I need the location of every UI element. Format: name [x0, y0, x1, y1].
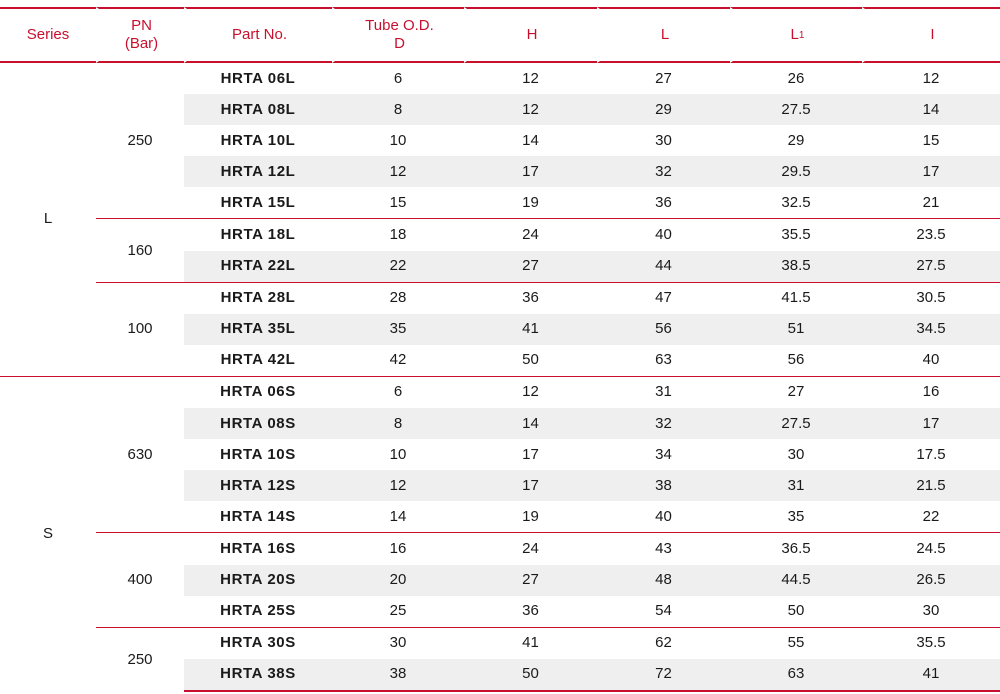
h-cell: 17 — [464, 156, 597, 187]
pn-cell: 250 — [96, 63, 184, 218]
i-cell: 41 — [862, 659, 1000, 692]
i-cell: 17.5 — [916, 445, 946, 463]
h-cell: 50 — [522, 351, 539, 369]
l-cell: 31 — [597, 376, 730, 408]
h-cell: 36 — [522, 602, 539, 620]
header-pn-unit: (Bar) — [124, 35, 159, 52]
i-cell: 30 — [922, 602, 940, 620]
i-cell: 35.5 — [862, 627, 1000, 659]
tube-od-cell: 10 — [389, 131, 407, 149]
l-cell: 43 — [597, 532, 730, 564]
header-i: I — [862, 7, 1000, 63]
table-row — [0, 376, 1000, 408]
l1-cell: 55 — [730, 627, 862, 659]
l1-cell: 44.5 — [730, 565, 862, 596]
header-l: L — [597, 7, 730, 63]
l1-cell: 38.5 — [730, 251, 862, 282]
i-cell: 14 — [862, 94, 1000, 125]
h-cell: 17 — [464, 470, 597, 501]
i-cell: 21 — [922, 193, 940, 211]
l1-cell: 35 — [787, 507, 805, 525]
part-no-cell: HRTA 08S — [184, 408, 332, 439]
part-no-cell: HRTA 30S — [184, 627, 332, 659]
h-cell: 19 — [522, 507, 539, 525]
h-cell: 12 — [522, 69, 539, 87]
l-cell: 34 — [655, 445, 672, 463]
header-h: H — [464, 7, 597, 63]
l-cell: 44 — [597, 251, 730, 282]
l1-cell: 30 — [787, 445, 805, 463]
h-cell: 36 — [464, 282, 597, 314]
tube-od-cell: 18 — [332, 218, 464, 250]
header-pn — [96, 7, 184, 63]
part-no-cell: HRTA 22L — [184, 251, 332, 282]
tube-od-cell: 35 — [332, 314, 464, 345]
pn-cell: 100 — [96, 282, 184, 376]
tube-od-cell: 30 — [332, 627, 464, 659]
i-cell: 22 — [922, 507, 940, 525]
h-cell: 24 — [464, 532, 597, 564]
l1-cell: 32.5 — [781, 193, 811, 211]
h-cell: 12 — [464, 376, 597, 408]
header-pn-label: PN — [131, 17, 152, 34]
part-no-cell: HRTA 12S — [184, 470, 332, 501]
l-cell: 47 — [597, 282, 730, 314]
tube-od-cell: 28 — [332, 282, 464, 314]
part-no-cell: HRTA 25S — [220, 602, 296, 620]
tube-od-cell: 22 — [332, 251, 464, 282]
l1-cell: 31 — [730, 470, 862, 501]
l-cell: 63 — [655, 351, 672, 369]
i-cell: 40 — [922, 351, 940, 369]
i-cell: 34.5 — [862, 314, 1000, 345]
l-cell: 40 — [655, 507, 672, 525]
h-cell: 41 — [464, 314, 597, 345]
i-cell: 26.5 — [862, 565, 1000, 596]
tube-od-cell: 42 — [389, 351, 407, 369]
i-cell: 21.5 — [862, 470, 1000, 501]
pn-cell: 250 — [96, 627, 184, 692]
part-no-cell: HRTA 15L — [220, 193, 296, 211]
part-no-cell: HRTA 10L — [220, 131, 296, 149]
part-no-cell: HRTA 28L — [184, 282, 332, 314]
tube-od-cell: 38 — [332, 659, 464, 692]
pn-cell: 160 — [96, 218, 184, 281]
l-cell: 72 — [597, 659, 730, 692]
table-row — [0, 532, 1000, 564]
l1-cell: 63 — [730, 659, 862, 692]
header-tube-od-symbol: D — [394, 35, 405, 52]
h-cell: 24 — [464, 218, 597, 250]
h-cell: 27 — [464, 565, 597, 596]
h-cell: 14 — [464, 408, 597, 439]
i-cell: 24.5 — [862, 532, 1000, 564]
tube-od-cell: 12 — [332, 156, 464, 187]
l-cell: 62 — [597, 627, 730, 659]
i-cell: 17 — [862, 408, 1000, 439]
series-cell: L — [0, 63, 96, 376]
l1-cell: 27.5 — [730, 408, 862, 439]
tube-od-cell: 15 — [389, 193, 407, 211]
i-cell: 23.5 — [862, 218, 1000, 250]
h-cell: 19 — [522, 193, 539, 211]
part-no-cell: HRTA 06L — [220, 69, 296, 87]
tube-od-cell: 20 — [332, 565, 464, 596]
l-cell: 56 — [597, 314, 730, 345]
l1-cell: 26 — [787, 69, 805, 87]
l-cell: 40 — [597, 218, 730, 250]
l-cell: 54 — [655, 602, 672, 620]
h-cell: 50 — [464, 659, 597, 692]
l1-cell: 50 — [787, 602, 805, 620]
l-cell: 48 — [597, 565, 730, 596]
pn-cell: 400 — [96, 532, 184, 626]
l1-cell: 56 — [787, 351, 805, 369]
tube-od-cell: 6 — [332, 376, 464, 408]
part-no-cell: HRTA 35L — [184, 314, 332, 345]
part-no-cell: HRTA 12L — [184, 156, 332, 187]
part-no-cell: HRTA 42L — [220, 351, 296, 369]
table-row — [0, 627, 1000, 659]
header-l1 — [730, 7, 862, 63]
h-cell: 41 — [464, 627, 597, 659]
l1-cell: 29.5 — [730, 156, 862, 187]
tube-od-cell: 14 — [389, 507, 407, 525]
series-cell: S — [0, 376, 96, 692]
l-cell: 38 — [597, 470, 730, 501]
tube-od-cell: 12 — [332, 470, 464, 501]
tube-od-cell: 8 — [332, 94, 464, 125]
l-cell: 32 — [597, 408, 730, 439]
i-cell: 17 — [862, 156, 1000, 187]
h-cell: 12 — [464, 94, 597, 125]
i-cell: 27.5 — [862, 251, 1000, 282]
header-row — [0, 7, 1000, 63]
l1-cell: 36.5 — [730, 532, 862, 564]
i-cell: 30.5 — [862, 282, 1000, 314]
l1-cell: 29 — [787, 131, 805, 149]
i-cell: 15 — [922, 131, 940, 149]
i-cell: 16 — [862, 376, 1000, 408]
pn-cell: 630 — [96, 376, 184, 532]
tube-od-cell: 25 — [389, 602, 407, 620]
part-no-cell: HRTA 14S — [220, 507, 296, 525]
header-tube-od — [332, 7, 464, 63]
l1-cell: 27 — [730, 376, 862, 408]
part-no-cell: HRTA 38S — [184, 659, 332, 692]
l1-cell: 35.5 — [730, 218, 862, 250]
l-cell: 32 — [597, 156, 730, 187]
header-tube-od-label: Tube O.D. — [365, 17, 434, 34]
table-body — [0, 63, 1000, 692]
dimension-table — [0, 7, 1000, 692]
tube-od-cell: 6 — [393, 69, 403, 87]
header-series: Series — [0, 7, 96, 63]
tube-od-cell: 10 — [389, 445, 407, 463]
tube-od-cell: 8 — [332, 408, 464, 439]
part-no-cell: HRTA 18L — [184, 218, 332, 250]
table-row — [0, 63, 1000, 94]
tube-od-cell: 16 — [332, 532, 464, 564]
l1-cell: 51 — [730, 314, 862, 345]
l-cell: 29 — [597, 94, 730, 125]
l1-cell: 41.5 — [730, 282, 862, 314]
l1-cell: 27.5 — [730, 94, 862, 125]
header-l1-subscript: 1 — [798, 29, 805, 41]
part-no-cell: HRTA 06S — [184, 376, 332, 408]
part-no-cell: HRTA 10S — [220, 445, 296, 463]
header-part-no: Part No. — [184, 7, 332, 63]
table-row — [0, 218, 1000, 250]
h-cell: 14 — [522, 131, 539, 149]
header-l1-main: L — [790, 25, 799, 43]
h-cell: 17 — [522, 445, 539, 463]
l-cell: 27 — [655, 69, 672, 87]
table-row — [0, 282, 1000, 314]
part-no-cell: HRTA 20S — [184, 565, 332, 596]
h-cell: 27 — [464, 251, 597, 282]
part-no-cell: HRTA 16S — [184, 532, 332, 564]
i-cell: 12 — [922, 69, 940, 87]
l-cell: 30 — [655, 131, 672, 149]
part-no-cell: HRTA 08L — [184, 94, 332, 125]
l-cell: 36 — [655, 193, 672, 211]
